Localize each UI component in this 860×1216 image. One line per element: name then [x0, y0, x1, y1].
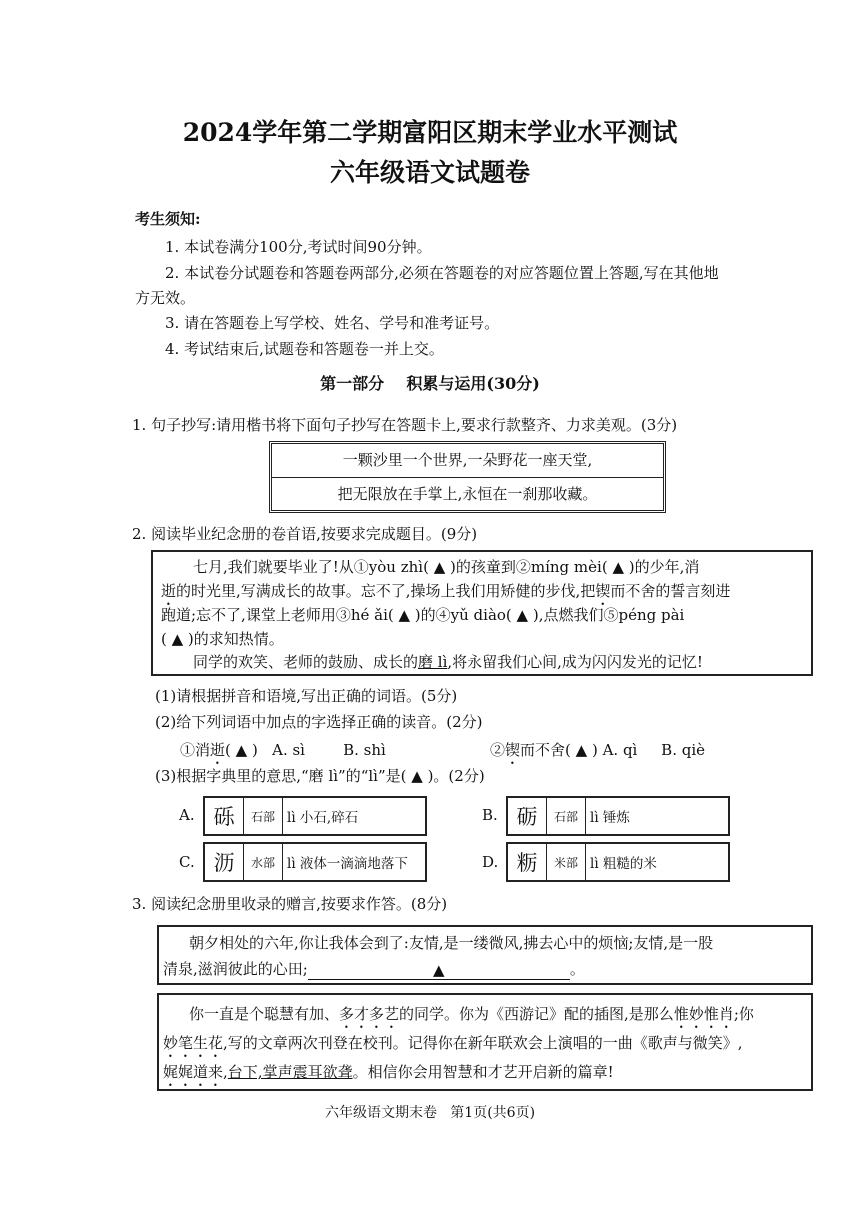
q2-passage-line1: 七月,我们就要毕业了!从①yòu zhì( ▲ )的孩童到②míng mèi( ▲ )的少年,消	[193, 558, 700, 576]
option-d-definition: lì 粗糙的米	[590, 856, 657, 872]
q2-sub2-opt1	[180, 739, 386, 768]
exam-title: 2024学年第二学期富阳区期末学业水平测试	[182, 118, 678, 147]
passage-text: 的同学。你为《西游记》配的插图,是那么	[399, 1005, 674, 1023]
notice-item-3: 3. 请在答题卷上写学校、姓名、学号和准考证号。	[165, 314, 500, 332]
q2-passage-box	[151, 550, 813, 676]
notice-item-1: 1. 本试卷满分100分,考试时间90分钟。	[165, 238, 432, 256]
dotted-char: 锲	[595, 582, 611, 600]
passage-text: 的时光里,写满成长的故事。忘不了,操场上我们用矫健的步伐,把	[176, 582, 596, 600]
dotted-char: 逝	[210, 741, 226, 759]
option-a-radical: 石部	[244, 798, 283, 834]
q2-prompt: 2. 阅读毕业纪念册的卷首语,按要求完成题目。(9分)	[132, 525, 478, 543]
option-b-label: B.	[482, 806, 498, 824]
option-c-dict-entry	[203, 842, 427, 882]
part1-heading: 第一部分 积累与运用(30分)	[320, 374, 540, 393]
dotted-char: 逝	[161, 582, 177, 600]
option-text: 而不舍( ▲ ) A. qì B. qiè	[520, 741, 706, 759]
underlined-word: 磨 lì	[418, 653, 448, 671]
notice-item-2: 2. 本试卷分试题卷和答题卷两部分,必须在答题卷的对应答题位置上答题,写在其他地	[165, 264, 719, 282]
dotted-phrase: 多才多艺	[339, 1005, 400, 1023]
option-a-label: A.	[179, 806, 195, 824]
option-a-definition: lì 小石,碎石	[287, 810, 359, 826]
option-c-label: C.	[179, 853, 195, 871]
q1-line2: 把无限放在手掌上,永恒在一刹那收藏。	[337, 485, 598, 503]
q3-box2-line2	[163, 1032, 743, 1061]
q3-box1-line2	[163, 958, 585, 980]
option-a-dict-entry	[203, 796, 427, 836]
option-text: ( ▲ ) A. sì B. shì	[225, 741, 386, 759]
notice-heading: 考生须知:	[135, 210, 201, 228]
option-d-char: 粝	[508, 844, 547, 880]
dotted-char: 锲	[505, 741, 521, 759]
option-d-radical: 米部	[547, 844, 586, 880]
option-c-radical: 水部	[244, 844, 283, 880]
option-a-char: 砾	[205, 798, 244, 834]
q1-line1: 一颗沙里一个世界,一朵野花一座天堂,	[272, 444, 663, 478]
passage-text: ;你	[733, 1005, 754, 1023]
option-b-dict-entry	[506, 796, 730, 836]
passage-text: 同学的欢笑、老师的鼓励、成长的	[193, 653, 419, 671]
page-footer: 六年级语文期末卷 第1页(共6页)	[324, 1105, 536, 1121]
passage-text: 清泉,滋润彼此的心田;	[163, 960, 308, 978]
passage-text: ,将永留我们心间,成为闪闪发光的记忆!	[447, 653, 703, 671]
option-text: ②	[490, 741, 506, 759]
option-b-radical: 石部	[547, 798, 586, 834]
q2-passage-line4: ( ▲ )的求知热情。	[161, 630, 284, 648]
passage-text: 你一直是个聪慧有加、	[189, 1005, 340, 1023]
passage-text: 而不舍的誓言刻进	[610, 582, 731, 600]
option-c-char: 沥	[205, 844, 244, 880]
option-d-dict-entry	[506, 842, 730, 882]
notice-item-4: 4. 考试结束后,试题卷和答题卷一并上交。	[165, 340, 444, 358]
q3-box2	[157, 993, 813, 1091]
option-c-definition: lì 液体一滴滴地落下	[287, 856, 408, 872]
option-d-label: D.	[482, 853, 499, 871]
q3-box1-line1: 朝夕相处的六年,你让我体会到了:友情,是一缕微风,拂去心中的烦恼;友情,是一股	[189, 934, 714, 952]
passage-text: ,	[223, 1063, 228, 1081]
q2-sub3: (3)根据字典里的意思,“磨 lì”的“lì”是( ▲ )。(2分)	[155, 767, 485, 785]
dotted-phrase: 娓娓道来	[163, 1063, 224, 1081]
option-text: ①消	[180, 741, 211, 759]
passage-text: 。	[569, 960, 585, 978]
q1-prompt: 1. 句子抄写:请用楷书将下面句子抄写在答题卡上,要求行款整齐、力求美观。(3分)	[132, 416, 678, 434]
q3-box2-line3	[163, 1061, 614, 1090]
option-b-definition: lì 锤炼	[590, 810, 630, 826]
passage-text: ,写的文章两次刊登在校刊。记得你在新年联欢会上演唱的一曲《歌声与微笑》,	[223, 1034, 743, 1052]
q2-sub2: (2)给下列词语中加点的字选择正确的读音。(2分)	[155, 713, 483, 731]
q2-passage-line3: 跑道;忘不了,课堂上老师用③hé ǎi( ▲ )的④yǔ diào( ▲ ),点燃我们⑤péng pài	[161, 606, 685, 624]
exam-subtitle: 六年级语文试题卷	[329, 158, 530, 187]
dotted-phrase: 妙笔生花	[163, 1034, 224, 1052]
q3-box1	[157, 925, 813, 985]
q2-sub1: (1)请根据拼音和语境,写出正确的词语。(5分)	[155, 687, 458, 705]
option-b-char: 砺	[508, 798, 547, 834]
passage-text: 。相信你会用智慧和才艺开启新的篇章!	[352, 1063, 614, 1081]
q2-sub2-opt2	[490, 739, 705, 768]
q3-prompt: 3. 阅读纪念册里收录的赠言,按要求作答。(8分)	[132, 895, 448, 913]
notice-item-2-cont: 方无效。	[135, 289, 196, 307]
q1-copy-box	[269, 441, 666, 513]
answer-blank: ▲	[308, 961, 570, 980]
q3-box2-line1	[189, 1003, 754, 1032]
underlined-phrase: 台下,掌声震耳欲聋	[227, 1063, 353, 1081]
dotted-phrase: 惟妙惟肖	[673, 1005, 734, 1023]
q2-passage-line5	[193, 651, 703, 673]
